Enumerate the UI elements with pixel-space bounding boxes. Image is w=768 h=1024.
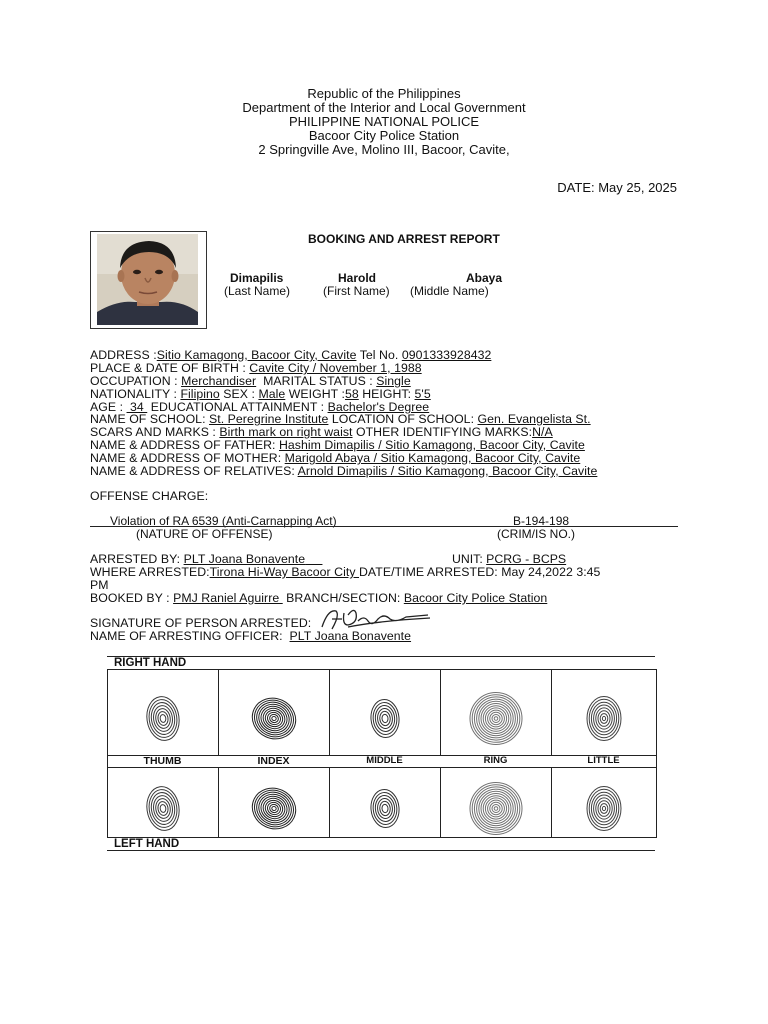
offense-nature: Violation of RA 6539 (Anti-Carnapping Act) (110, 514, 337, 528)
header-department: Department of the Interior and Local Government (242, 100, 526, 115)
address-value: Sitio Kamagong, Bacoor City, Cavite (156, 348, 357, 362)
left-little-print-cell (551, 767, 657, 838)
officer-value: PLT Joana Bonavente (289, 629, 412, 643)
signature-row: SIGNATURE OF PERSON ARRESTED: (90, 616, 312, 630)
first-name-label: (First Name) (323, 284, 390, 298)
birth-row: PLACE & DATE OF BIRTH : Cavite City / November 1, 1988 (90, 361, 422, 375)
relatives-value: Arnold Dimapilis / Sitio Kamagong, Bacoor City, Cavite (297, 464, 598, 478)
header-pnp: PHILIPPINE NATIONAL POLICE (289, 114, 479, 129)
header-station: Bacoor City Police Station (308, 128, 460, 143)
height-value: 5'5 (414, 387, 431, 401)
branch-value: Bacoor City Police Station (403, 591, 548, 605)
first-name: Harold (338, 271, 377, 285)
fingerprint-icon (219, 768, 329, 837)
occupation-value: Merchandiser (181, 374, 257, 388)
school-location-value: Gen. Evangelista St. (477, 412, 591, 426)
scars-value: Birth mark on right waist (219, 425, 353, 439)
father-row: NAME & ADDRESS OF FATHER: Hashim Dimapilis / Sitio Kamagong, Bacoor City, Cavite (90, 438, 585, 452)
person-photo-icon (97, 234, 198, 325)
where-arrested-row: WHERE ARRESTED:Tirona Hi-Way Bacoor City DATE/TIME ARRESTED: May 24,2022 3:45 (90, 565, 601, 579)
right-index-print-cell (218, 669, 330, 756)
fingerprint-icon (441, 670, 551, 755)
offense-crim-label: (CRIM/IS NO.) (497, 527, 575, 541)
header-address: 2 Springville Ave, Molino III, Bacoor, Cavite, (258, 142, 510, 157)
scars-row: SCARS AND MARKS : Birth mark on right waist OTHER IDENTIFYING MARKS:N/A (90, 425, 553, 439)
booked-by-row: BOOKED BY : PMJ Raniel Aguirre BRANCH/SECTION: Bacoor City Police Station (90, 591, 548, 605)
arrested-by-value: PLT Joana Bonavente (183, 552, 306, 566)
father-value: Hashim Dimapilis / Sitio Kamagong, Bacoor City, Cavite (278, 438, 585, 452)
last-name: Dimapilis (230, 271, 284, 285)
weight-value: 58 (344, 387, 359, 401)
fingerprint-icon (441, 768, 551, 837)
finger-label-ring: RING (483, 755, 508, 766)
offense-crim-no: B-194-198 (513, 514, 570, 528)
mother-row: NAME & ADDRESS OF MOTHER: Marigold Abaya / Sitio Kamagong, Bacoor City, Cavite (90, 451, 581, 465)
left-index-print-cell (218, 767, 330, 838)
finger-label-middle: MIDDLE (366, 755, 403, 766)
booked-by-value: PMJ Raniel Aguirre (173, 591, 283, 605)
relatives-row: NAME & ADDRESS OF RELATIVES: Arnold Dimapilis / Sitio Kamagong, Bacoor City, Cavite (90, 464, 598, 478)
finger-label-thumb: THUMB (143, 755, 182, 767)
middle-name-label: (Middle Name) (410, 284, 489, 298)
fingerprint-icon (552, 768, 656, 837)
school-row: NAME OF SCHOOL: St. Peregrine Institute LOCATION OF SCHOOL: Gen. Evangelista St. (90, 412, 591, 426)
right-middle-print-cell (329, 669, 441, 756)
datetime-arrested: DATE/TIME ARRESTED: May 24,2022 3:45 (359, 565, 601, 579)
address-row: ADDRESS :Sitio Kamagong, Bacoor City, Cavite Tel No. 0901333928432 (90, 348, 492, 362)
officer-row: NAME OF ARRESTING OFFICER: PLT Joana Bonavente (90, 629, 412, 643)
sex-value: Male (258, 387, 286, 401)
unit-row: UNIT: PCRG - BCPS (452, 552, 567, 566)
left-ring-print-cell (440, 767, 552, 838)
report-date: DATE: May 25, 2025 (557, 180, 677, 195)
mugshot-photo (90, 231, 207, 329)
fingerprint-icon (108, 670, 218, 755)
fingerprint-icon (219, 670, 329, 755)
arrested-by-row: ARRESTED BY: PLT Joana Bonavente (90, 552, 306, 566)
right-hand-label: RIGHT HAND (114, 657, 187, 669)
education-value: Bachelor's Degree (327, 400, 430, 414)
school-value: St. Peregrine Institute (209, 412, 329, 426)
last-name-label: (Last Name) (224, 284, 291, 298)
birth-value: Cavite City / November 1, 1988 (249, 361, 422, 375)
offense-heading: OFFENSE CHARGE: (90, 489, 209, 503)
header-republic: Republic of the Philippines (307, 86, 461, 101)
left-middle-print-cell (329, 767, 441, 838)
left-hand-label: LEFT HAND (114, 838, 180, 850)
finger-label-index: INDEX (257, 755, 290, 767)
nationality-row: NATIONALITY : Filipino SEX : Male WEIGHT :58 HEIGHT: 5'5 (90, 387, 431, 401)
finger-label-little: LITTLE (587, 755, 620, 766)
datetime-continued: PM (90, 578, 109, 592)
nationality-value: Filipino (180, 387, 220, 401)
right-ring-print-cell (440, 669, 552, 756)
offense-nature-label: (NATURE OF OFFENSE) (136, 527, 273, 541)
right-thumb-print-cell (107, 669, 219, 756)
where-arrested-value: Tirona Hi-Way Bacoor City (209, 565, 359, 579)
occupation-row: OCCUPATION : Merchandiser MARITAL STATUS : Single (90, 374, 411, 388)
mother-value: Marigold Abaya / Sitio Kamagong, Bacoor City, Cavite (284, 451, 581, 465)
middle-name: Abaya (466, 271, 503, 285)
age-value: 34 (126, 400, 148, 414)
left-thumb-print-cell (107, 767, 219, 838)
other-marks-value: N/A (532, 425, 553, 439)
fingerprint-icon (108, 768, 218, 837)
fingerprint-icon (552, 670, 656, 755)
fingerprint-icon (330, 768, 440, 837)
marital-value: Single (376, 374, 411, 388)
right-little-print-cell (551, 669, 657, 756)
unit-value: PCRG - BCPS (486, 552, 567, 566)
fingerprint-icon (330, 670, 440, 755)
report-title: BOOKING AND ARREST REPORT (308, 232, 500, 246)
age-row: AGE : 34 EDUCATIONAL ATTAINMENT : Bachelor's Degree (90, 400, 430, 414)
tel-value: 0901333928432 (401, 348, 492, 362)
